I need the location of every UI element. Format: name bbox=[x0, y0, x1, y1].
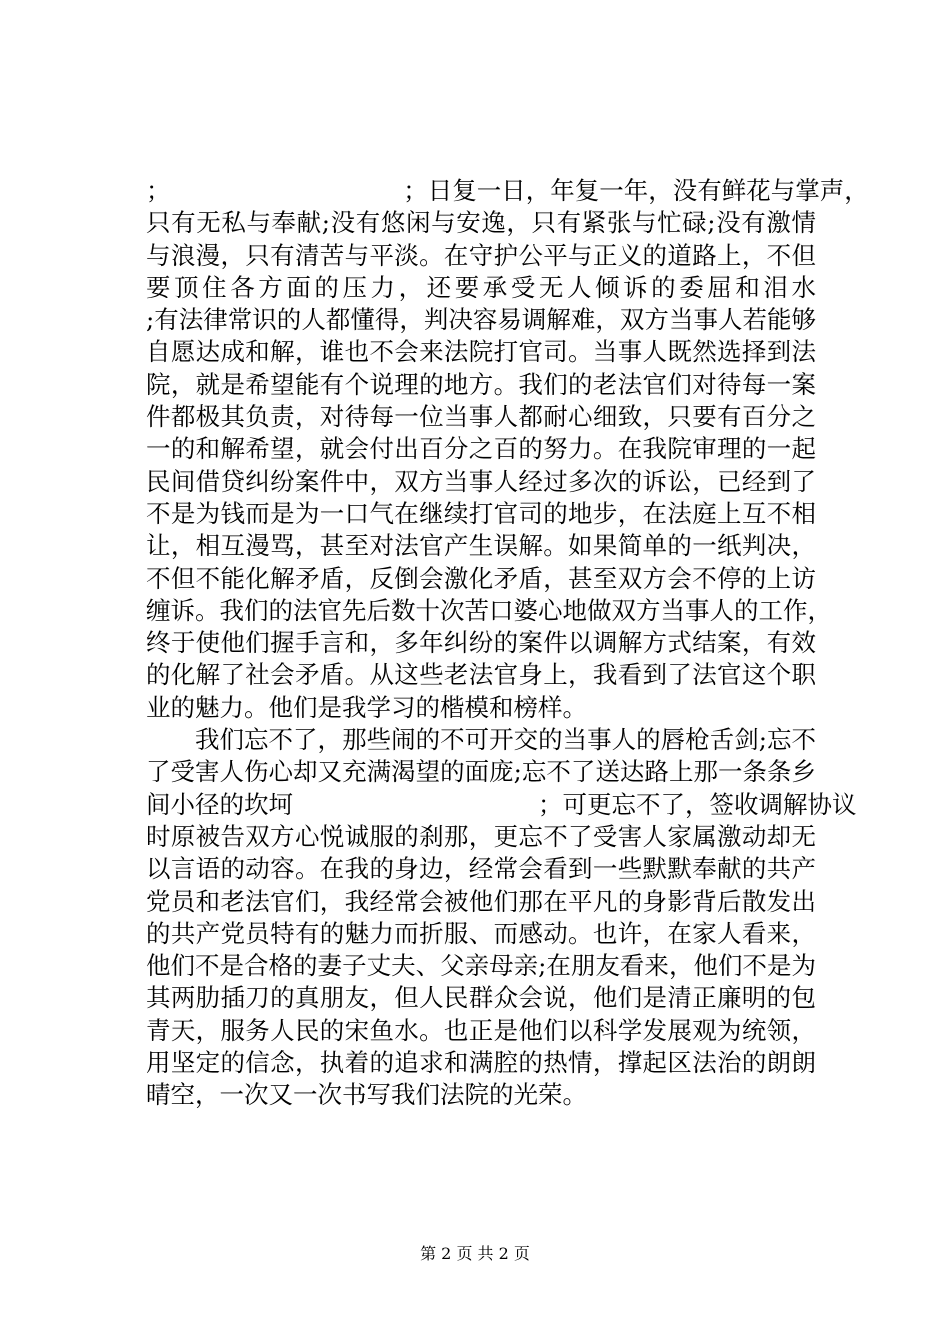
text-line: 业的魅力。他们是我学习的楷模和榜样。 bbox=[146, 692, 587, 722]
text-line: 他们不是合格的妻子丈夫、父亲母亲;在朋友看来，他们不是为 bbox=[146, 951, 816, 981]
text-line: 缠诉。我们的法官先后数十次苦口婆心地做双方当事人的工作， bbox=[146, 595, 832, 625]
text-line: 了受害人伤心却又充满渴望的面庞;忘不了送达路上那一条条乡 bbox=[146, 757, 816, 787]
text-line: 民间借贷纠纷案件中，双方当事人经过多次的诉讼，已经到了 bbox=[146, 466, 816, 496]
text-line: 晴空，一次又一次书写我们法院的光荣。 bbox=[146, 1080, 587, 1110]
text-line: 的化解了社会矛盾。从这些老法官身上，我看到了法官这个职 bbox=[146, 660, 816, 690]
text-line: 的共产党员特有的魅力而折服、而感动。也许，在家人看来， bbox=[146, 918, 816, 948]
text-line: 院，就是希望能有个说理的地方。我们的老法官们对待每一案 bbox=[146, 369, 816, 399]
text-line: 终于使他们握手言和，多年纠纷的案件以调解方式结案，有效 bbox=[146, 628, 816, 658]
text-line: 要顶住各方面的压力，还要承受无人倾诉的委屈和泪水 bbox=[146, 272, 816, 302]
page-footer: 第 2 页 共 2 页 bbox=[420, 1244, 530, 1263]
text-line: 其两肋插刀的真朋友，但人民群众会说，他们是清正廉明的包 bbox=[146, 983, 816, 1013]
text-line: 自愿达成和解，谁也不会来法院打官司。当事人既然选择到法 bbox=[146, 337, 816, 367]
text-line: 不是为钱而是为一口气在继续打官司的地步，在法庭上互不相 bbox=[146, 498, 816, 528]
text-line: 不但不能化解矛盾，反倒会激化矛盾，甚至双方会不停的上访 bbox=[146, 563, 816, 593]
text-line: 以言语的动容。在我的身边，经常会看到一些默默奉献的共产 bbox=[146, 854, 816, 884]
text-line: 党员和老法官们，我经常会被他们那在平凡的身影背后散发出 bbox=[146, 886, 816, 916]
text-line: 时原被告双方心悦诚服的刹那，更忘不了受害人家属激动却无 bbox=[146, 821, 816, 851]
text-line: 只有无私与奉献;没有悠闲与安逸，只有紧张与忙碌;没有激情 bbox=[146, 208, 816, 238]
text-line: 件都极其负责，对待每一位当事人都耐心细致，只要有百分之 bbox=[146, 402, 816, 432]
text-line: 用坚定的信念，执着的追求和满腔的热情，撑起区法治的朗朗 bbox=[146, 1048, 816, 1078]
text-line: ； ；日复一日，年复一年，没有鲜花与掌声， bbox=[146, 176, 869, 205]
text-line: 与浪漫，只有清苦与平淡。在守护公平与正义的道路上，不但 bbox=[146, 240, 816, 270]
text-line: 青天，服务人民的宋鱼水。也正是他们以科学发展观为统领， bbox=[146, 1015, 816, 1045]
body-text bbox=[146, 175, 869, 1112]
text-line: 一的和解希望，就会付出百分之百的努力。在我院审理的一起 bbox=[146, 434, 816, 464]
text-line: 我们忘不了，那些闹的不可开交的当事人的唇枪舌剑;忘不 bbox=[146, 725, 816, 755]
text-line: 间小径的坎坷 ；可更忘不了，签收调解协议 bbox=[146, 789, 857, 819]
text-line: 让，相互漫骂，甚至对法官产生误解。如果简单的一纸判决， bbox=[146, 531, 816, 561]
text-line: ;有法律常识的人都懂得，判决容易调解难，双方当事人若能够 bbox=[146, 305, 816, 335]
